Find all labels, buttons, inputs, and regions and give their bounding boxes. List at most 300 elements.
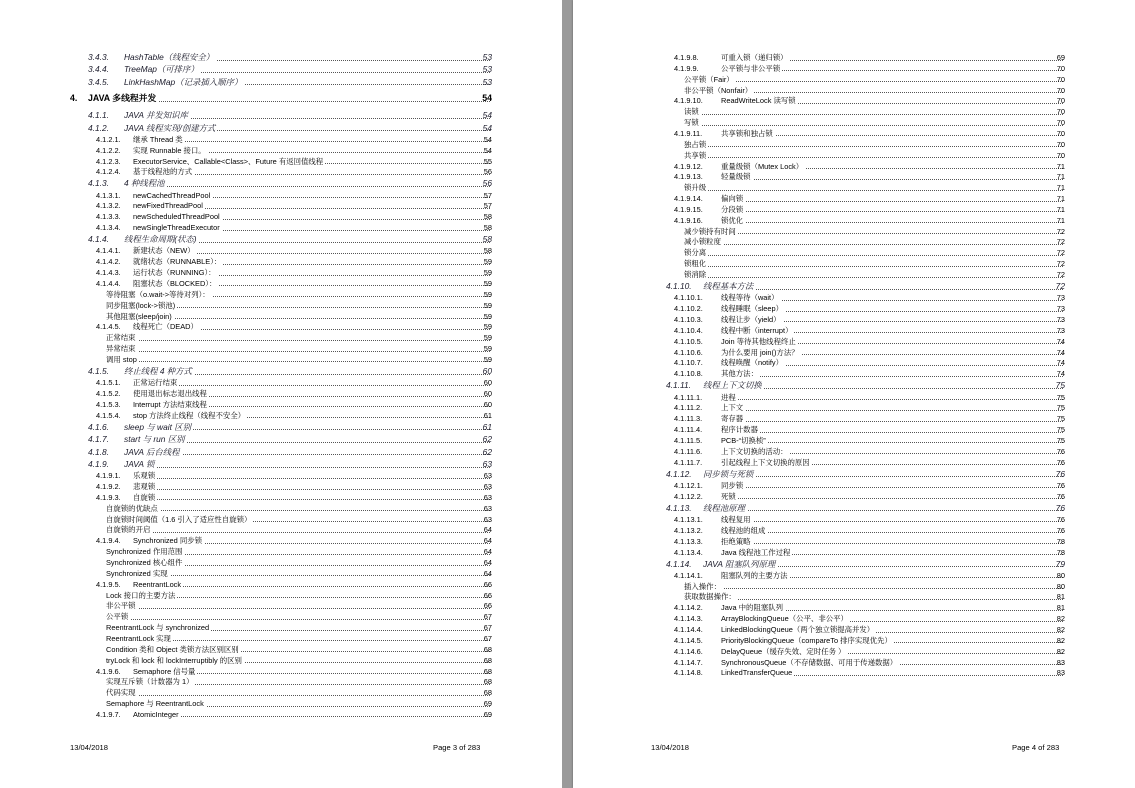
toc-entry[interactable]	[573, 325, 1135, 336]
toc-entry[interactable]	[0, 156, 562, 167]
toc-entry-title	[106, 557, 490, 568]
toc-entry[interactable]	[0, 211, 562, 222]
toc-entry-title-text: 同步阻塞(lock->锁池)	[106, 300, 176, 310]
toc-entry[interactable]	[0, 354, 562, 365]
toc-entry-title	[106, 687, 490, 698]
toc-entry[interactable]	[573, 204, 1135, 215]
toc-entry[interactable]	[573, 63, 1135, 74]
toc-entry[interactable]	[573, 581, 1135, 592]
document-page-left	[0, 0, 562, 788]
toc-entry-title-text: 代码实现	[106, 688, 136, 698]
toc-entry-page-number: 71	[1056, 194, 1065, 203]
toc-entry-title	[124, 422, 490, 433]
toc-entry-title	[684, 236, 1063, 247]
toc-entry-title-text: 上下文	[721, 403, 744, 413]
toc-entry[interactable]	[0, 600, 562, 611]
toc-entry[interactable]	[0, 200, 562, 211]
toc-entry-number: 4.1.11.7.	[674, 457, 703, 467]
toc-entry-title	[133, 709, 490, 720]
toc-entry-title-text: 可重入锁（递归锁）	[721, 53, 788, 62]
toc-entry[interactable]	[573, 536, 1135, 547]
toc-entry-title	[106, 600, 490, 611]
toc-entry-number: 4.1.11.	[666, 380, 691, 391]
toc-entry-title	[106, 590, 490, 601]
toc-entry-title	[133, 481, 490, 492]
toc-entry-title-text: ArrayBlockingQueue（公平、非公平）	[721, 614, 848, 624]
toc-entry-title-text: JAVA 阻塞队列原理	[703, 558, 776, 569]
toc-entry-page-number: 71	[1056, 172, 1065, 182]
toc-entry[interactable]	[573, 380, 1135, 391]
toc-entry[interactable]	[0, 410, 562, 421]
toc-entry[interactable]	[0, 93, 562, 104]
toc-entry-title	[106, 644, 490, 655]
toc-entry-title-text: PCB-“切换桢”	[721, 435, 766, 445]
toc-entry-title-text: 异常结束	[106, 344, 136, 354]
toc-entry[interactable]	[573, 602, 1135, 613]
toc-entry-title-text: Interrupt 方法结束线程	[133, 399, 207, 409]
toc-entry-title-text: 寄存器	[721, 414, 744, 424]
toc-entry[interactable]	[573, 117, 1135, 128]
toc-entry[interactable]	[0, 447, 562, 458]
toc-entry[interactable]	[0, 134, 562, 145]
toc-entry[interactable]	[0, 166, 562, 177]
toc-entry-page-number: 81	[1056, 592, 1065, 602]
toc-entry-title-text: 线程复用	[721, 514, 751, 524]
toc-entry-title	[721, 161, 1063, 172]
toc-entry-page-number: 62	[482, 434, 492, 445]
toc-entry-title	[133, 492, 490, 503]
toc-entry-page-number: 54	[482, 122, 492, 133]
toc-entry-number: 4.1.9.	[88, 459, 109, 469]
toc-entry-page-number: 57	[483, 201, 492, 211]
toc-entry[interactable]	[0, 77, 562, 88]
toc-entry[interactable]	[0, 343, 562, 354]
toc-entry[interactable]	[0, 64, 562, 75]
toc-entry-page-number: 70	[1056, 139, 1065, 149]
toc-entry[interactable]	[573, 547, 1135, 558]
toc-entry-title-text: 公平锁	[106, 612, 129, 622]
toc-entry[interactable]	[573, 435, 1135, 446]
toc-entry-page-number: 59	[483, 289, 492, 299]
toc-entry-page-number: 75	[1056, 392, 1065, 402]
toc-entry-page-number: 72	[1056, 248, 1065, 258]
toc-entry-title	[133, 470, 490, 481]
toc-entry-title-text: tryLock 和 lock 和 lockInterruptibly 的区别	[106, 655, 242, 665]
toc-entry[interactable]	[573, 336, 1135, 347]
toc-entry[interactable]	[573, 247, 1135, 258]
toc-entry[interactable]	[0, 399, 562, 410]
toc-entry-page-number: 73	[1056, 293, 1065, 303]
document-page-right	[573, 0, 1135, 788]
toc-entry[interactable]	[573, 139, 1135, 150]
toc-entry[interactable]	[0, 557, 562, 568]
toc-entry-title-text: 读锁	[684, 107, 699, 117]
toc-entry-title	[124, 366, 490, 377]
toc-entry-title-text: 基于线程池的方式	[133, 167, 193, 177]
toc-entry-title-text: Semaphore 与 ReentrantLock	[106, 699, 204, 708]
toc-entry-page-number: 73	[1056, 304, 1065, 314]
toc-entry-title-text: 非公平锁	[106, 601, 136, 611]
toc-entry-page-number: 63	[482, 459, 492, 469]
toc-entry[interactable]	[573, 52, 1135, 63]
page-gap	[562, 0, 573, 788]
toc-entry[interactable]	[573, 667, 1135, 678]
toc-entry-title	[721, 657, 1063, 668]
toc-entry-title-text: 共享锁	[684, 150, 707, 160]
toc-entry[interactable]	[573, 303, 1135, 314]
toc-entry-page-number: 56	[483, 167, 492, 177]
toc-entry-title	[106, 698, 490, 709]
toc-entry-title-text: 锁优化	[721, 215, 744, 225]
toc-entry-title-text: 同步锁与死锁	[703, 468, 754, 479]
toc-entry-page-number: 68	[483, 644, 492, 654]
toc-entry[interactable]	[0, 568, 562, 579]
toc-entry-number: 3.4.5.	[88, 76, 109, 87]
toc-entry-title-text: 调用 stop	[106, 354, 137, 364]
toc-entry-page-number: 69	[1056, 53, 1065, 62]
toc-entry-page-number: 58	[483, 223, 492, 233]
toc-entry-page-number: 60	[482, 366, 492, 376]
toc-entry[interactable]	[573, 424, 1135, 435]
toc-entry[interactable]	[0, 546, 562, 557]
toc-entry[interactable]	[0, 422, 562, 433]
toc-entry[interactable]	[573, 269, 1135, 280]
toc-entry-title	[721, 435, 1063, 446]
toc-entry-title-text: 进程	[721, 392, 736, 402]
toc-entry[interactable]	[573, 402, 1135, 413]
toc-entry-title-text: LinkedBlockingQueue（两个独立锁提高并发）	[721, 625, 875, 634]
toc-entry[interactable]	[573, 314, 1135, 325]
toc-entry-page-number: 60	[483, 389, 492, 398]
toc-entry-title	[106, 311, 490, 322]
toc-entry[interactable]	[0, 709, 562, 720]
toc-entry[interactable]	[0, 611, 562, 622]
toc-entry[interactable]	[0, 633, 562, 644]
toc-entry-number: 4.1.11.6.	[674, 446, 703, 456]
toc-entry-number: 4.1.12.2.	[674, 491, 703, 501]
toc-entry-title	[106, 289, 490, 300]
toc-entry[interactable]	[573, 161, 1135, 172]
toc-entry[interactable]	[573, 150, 1135, 161]
toc-entry[interactable]	[0, 524, 562, 535]
toc-entry-page-number: 75	[1056, 414, 1065, 424]
toc-entry[interactable]	[0, 289, 562, 300]
toc-entry-title-text: Synchronized 同步锁	[133, 536, 203, 546]
toc-entry[interactable]	[573, 525, 1135, 536]
toc-entry-title-text: 减少锁持有时间	[684, 226, 736, 236]
toc-entry[interactable]	[0, 698, 562, 709]
footer-date: 13/04/2018	[651, 743, 690, 752]
toc-entry-title-text: 死锁	[721, 491, 736, 501]
toc-entry[interactable]	[0, 222, 562, 233]
toc-entry[interactable]	[0, 492, 562, 503]
toc-entry-title-text: 等待阻塞（o.wait->等待对列）：	[106, 289, 210, 299]
toc-entry[interactable]	[573, 106, 1135, 117]
toc-entry-title-text: JAVA 线程实现/创建方式	[124, 122, 216, 133]
toc-entry-title-text: 非公平锁（Nonfair）	[684, 85, 753, 95]
toc-entry-number: 4.1.10.8.	[674, 369, 703, 379]
toc-entry-number: 4.1.3.4.	[96, 223, 121, 233]
toc-entry[interactable]	[573, 347, 1135, 358]
toc-entry-title	[721, 602, 1063, 613]
toc-entry-title	[133, 211, 490, 222]
toc-entry-number: 4.1.9.13.	[674, 172, 703, 182]
toc-entry[interactable]	[573, 559, 1135, 570]
toc-entry[interactable]	[0, 377, 562, 388]
toc-entry-title-text: 新建状态（NEW）	[133, 246, 195, 256]
toc-entry-number: 4.1.10.	[666, 281, 692, 291]
toc-entry-title-text: Synchronized 实现	[106, 568, 168, 578]
toc-entry-title	[133, 410, 490, 421]
toc-entry-title	[721, 215, 1063, 226]
toc-entry-title	[721, 667, 1063, 678]
toc-entry[interactable]	[0, 332, 562, 343]
toc-entry-title-text: ReentrantLock 实现	[106, 633, 171, 643]
toc-entry-page-number: 76	[1056, 525, 1065, 535]
toc-entry[interactable]	[0, 687, 562, 698]
toc-entry[interactable]	[573, 480, 1135, 491]
toc-entry-number: 4.1.13.2.	[674, 525, 703, 535]
toc-entry-title-text: Synchronized 作用范围	[106, 547, 183, 557]
toc-entry-number: 4.1.4.3.	[96, 268, 121, 278]
toc-entry-title	[721, 171, 1063, 182]
toc-entry[interactable]	[573, 74, 1135, 85]
toc-entry[interactable]	[573, 657, 1135, 668]
toc-entry-title-text: 继承 Thread 类	[133, 134, 183, 144]
toc-entry-page-number: 76	[1056, 480, 1065, 490]
toc-entry[interactable]	[0, 514, 562, 525]
toc-entry-page-number: 63	[483, 514, 492, 524]
footer-page-number: Page 4 of 283	[1012, 743, 1060, 752]
toc-entry-title-text: 线程睡眠（sleep）	[721, 304, 784, 314]
toc-entry[interactable]	[573, 457, 1135, 468]
toc-entry[interactable]	[0, 245, 562, 256]
toc-entry-title	[106, 622, 490, 633]
toc-entry-title	[124, 52, 490, 63]
toc-entry[interactable]	[0, 110, 562, 121]
toc-entry-number: 4.1.9.3.	[96, 492, 121, 502]
toc-entry-title-text: 自旋锁的优缺点	[106, 503, 158, 513]
toc-entry-title	[133, 245, 490, 256]
toc-entry[interactable]	[573, 292, 1135, 303]
toc-entry-title	[106, 546, 490, 557]
toc-entry[interactable]	[573, 503, 1135, 514]
toc-entry-page-number: 68	[483, 666, 492, 676]
toc-entry-number: 4.1.3.1.	[96, 190, 121, 200]
toc-entry[interactable]	[0, 535, 562, 546]
toc-entry-title-text: 锁消除	[684, 270, 707, 279]
toc-entry[interactable]	[573, 281, 1135, 292]
toc-entry[interactable]	[573, 193, 1135, 204]
toc-entry-title-text: 写锁	[684, 118, 699, 128]
toc-entry[interactable]	[573, 591, 1135, 602]
toc-entry[interactable]	[0, 503, 562, 514]
toc-entry-number: 4.1.2.4.	[96, 167, 121, 177]
toc-entry-page-number: 80	[1056, 581, 1065, 591]
toc-entry-title-text: 乐观锁	[133, 471, 156, 481]
toc-entry[interactable]	[573, 85, 1135, 96]
toc-entry-title	[721, 491, 1063, 502]
toc-entry[interactable]	[0, 256, 562, 267]
toc-entry-title-text: newFixedThreadPool	[133, 201, 203, 211]
toc-entry-title	[133, 267, 490, 278]
toc-entry[interactable]	[573, 635, 1135, 646]
toc-entry[interactable]	[573, 236, 1135, 247]
toc-entry-number: 4.1.14.2.	[674, 603, 703, 613]
toc-entry-number: 4.1.14.1.	[674, 570, 703, 580]
toc-entry-page-number: 66	[483, 579, 492, 589]
toc-entry[interactable]	[573, 469, 1135, 480]
toc-entry[interactable]	[0, 470, 562, 481]
toc-entry[interactable]	[0, 388, 562, 399]
toc-entry-title	[721, 547, 1063, 558]
toc-entry-page-number: 76	[1056, 514, 1065, 524]
toc-entry[interactable]	[573, 95, 1135, 106]
toc-entry-page-number: 82	[1056, 646, 1065, 656]
toc-entry-page-number: 75	[1056, 403, 1065, 413]
toc-entry-number: 4.1.2.1.	[96, 134, 121, 144]
toc-entry-number: 4.1.9.11.	[674, 128, 703, 138]
toc-entry[interactable]	[573, 171, 1135, 182]
toc-entry[interactable]	[0, 366, 562, 377]
toc-entry-number: 4.1.9.7.	[96, 709, 121, 719]
toc-entry-title-text: 线程唤醒（notify）	[721, 358, 784, 368]
toc-entry[interactable]	[573, 215, 1135, 226]
toc-entry[interactable]	[573, 357, 1135, 368]
toc-entry-title-text: 线程基本方法	[703, 281, 754, 291]
toc-entry[interactable]	[0, 666, 562, 677]
toc-entry-title-text: 锁升级	[684, 183, 707, 193]
toc-entry-page-number: 57	[483, 190, 492, 200]
toc-entry-title-text: 线程池的组成	[721, 525, 766, 535]
toc-entry-number: 4.1.11.3.	[674, 414, 703, 424]
toc-entry-number: 4.1.4.2.	[96, 257, 121, 267]
toc-entry-title-text: DelayQueue（缓存失效、定时任务 ）	[721, 646, 846, 656]
toc-entry[interactable]	[573, 392, 1135, 403]
toc-entry[interactable]	[573, 368, 1135, 379]
toc-entry[interactable]	[0, 321, 562, 332]
toc-entry[interactable]	[0, 622, 562, 633]
toc-entry-page-number: 74	[1056, 336, 1065, 346]
toc-entry-title	[703, 380, 1063, 391]
toc-entry-title	[133, 666, 490, 677]
toc-entry-title	[721, 347, 1063, 358]
toc-entry-number: 4.1.14.5.	[674, 635, 703, 645]
toc-entry-title	[721, 480, 1063, 491]
toc-entry[interactable]	[0, 145, 562, 156]
toc-entry[interactable]	[573, 613, 1135, 624]
toc-entry[interactable]	[0, 52, 562, 63]
toc-entry-number: 4.1.5.2.	[96, 389, 121, 398]
toc-entry[interactable]	[0, 300, 562, 311]
toc-entry-title-text: 使用退出标志退出线程	[133, 389, 207, 398]
toc-entry[interactable]	[0, 311, 562, 322]
toc-entry[interactable]	[573, 446, 1135, 457]
toc-entry-page-number: 54	[482, 110, 492, 121]
toc-entry[interactable]	[573, 182, 1135, 193]
toc-entry[interactable]	[0, 267, 562, 278]
toc-entry[interactable]	[573, 624, 1135, 635]
toc-entry-page-number: 59	[483, 278, 492, 288]
toc-entry-title	[684, 106, 1063, 117]
toc-entry[interactable]	[0, 234, 562, 245]
toc-entry-title	[133, 222, 490, 233]
toc-entry-page-number: 70	[1056, 63, 1065, 73]
toc-entry-title	[133, 134, 490, 145]
toc-entry-page-number: 76	[1055, 468, 1065, 479]
toc-entry-title-text: 为什么要用 join()方法？	[721, 347, 799, 357]
toc-entry-number: 4.1.11.4.	[674, 425, 703, 434]
toc-entry[interactable]	[0, 178, 562, 189]
toc-entry[interactable]	[0, 190, 562, 201]
toc-entry-title-text: newScheduledThreadPool	[133, 212, 220, 222]
toc-entry-number: 4.1.10.7.	[674, 358, 703, 368]
toc-entry-number: 4.1.13.4.	[674, 547, 703, 557]
toc-entry[interactable]	[0, 590, 562, 601]
toc-entry-page-number: 59	[483, 344, 492, 354]
toc-entry-title-text: LinkHashMap（记录插入顺序）	[124, 76, 243, 87]
toc-entry[interactable]	[0, 579, 562, 590]
toc-entry-title	[721, 624, 1063, 635]
toc-entry[interactable]	[0, 676, 562, 687]
toc-entry[interactable]	[573, 413, 1135, 424]
toc-entry-number: 4.1.10.5.	[674, 336, 703, 346]
toc-entry-title-text: ReadWriteLock 读写锁	[721, 96, 796, 106]
toc-entry-number: 4.1.4.1.	[96, 246, 121, 256]
toc-entry-number: 4.1.9.2.	[96, 482, 121, 491]
toc-entry-page-number: 83	[1056, 657, 1065, 667]
toc-entry-number: 4.1.14.6.	[674, 646, 703, 656]
toc-entry-title	[106, 332, 490, 343]
toc-entry-page-number: 62	[482, 446, 492, 457]
toc-entry-title	[721, 646, 1063, 657]
toc-entry-title	[124, 64, 490, 75]
toc-entry[interactable]	[573, 226, 1135, 237]
toc-entry[interactable]	[0, 481, 562, 492]
toc-entry-title-text: 重量级锁（Mutex Lock）	[721, 161, 804, 171]
toc-entry[interactable]	[573, 570, 1135, 581]
toc-entry-page-number: 70	[1056, 107, 1065, 117]
toc-entry-page-number: 70	[1056, 74, 1065, 84]
toc-entry[interactable]	[0, 278, 562, 289]
toc-entry-page-number: 78	[1056, 547, 1065, 557]
toc-entry[interactable]	[0, 123, 562, 134]
toc-entry[interactable]	[573, 646, 1135, 657]
toc-entry-title-text: HashTable（线程安全）	[124, 52, 214, 62]
toc-entry[interactable]	[573, 491, 1135, 502]
toc-entry-number: 4.1.2.2.	[96, 145, 121, 155]
toc-entry-title	[133, 190, 490, 201]
toc-entry[interactable]	[0, 644, 562, 655]
toc-entry[interactable]	[0, 459, 562, 470]
toc-entry[interactable]	[0, 655, 562, 666]
toc-entry[interactable]	[573, 258, 1135, 269]
toc-entry-title-text: 引起线程上下文切换的原因	[721, 457, 810, 467]
toc-entry-page-number: 56	[482, 178, 492, 189]
toc-entry-number: 4.1.9.10.	[674, 96, 703, 106]
toc-entry[interactable]	[0, 434, 562, 445]
toc-entry-number: 4.1.9.6.	[96, 666, 121, 676]
toc-entry-number: 4.1.14.3.	[674, 614, 703, 624]
toc-entry-page-number: 71	[1056, 183, 1065, 193]
toc-entry[interactable]	[573, 128, 1135, 139]
toc-entry-number: 4.1.5.4.	[96, 410, 121, 420]
toc-entry-page-number: 60	[483, 399, 492, 409]
toc-entry[interactable]	[573, 514, 1135, 525]
toc-entry-title-text: Java 线程池工作过程	[721, 547, 791, 557]
toc-entry-title	[721, 368, 1063, 379]
toc-entry-title	[684, 117, 1063, 128]
